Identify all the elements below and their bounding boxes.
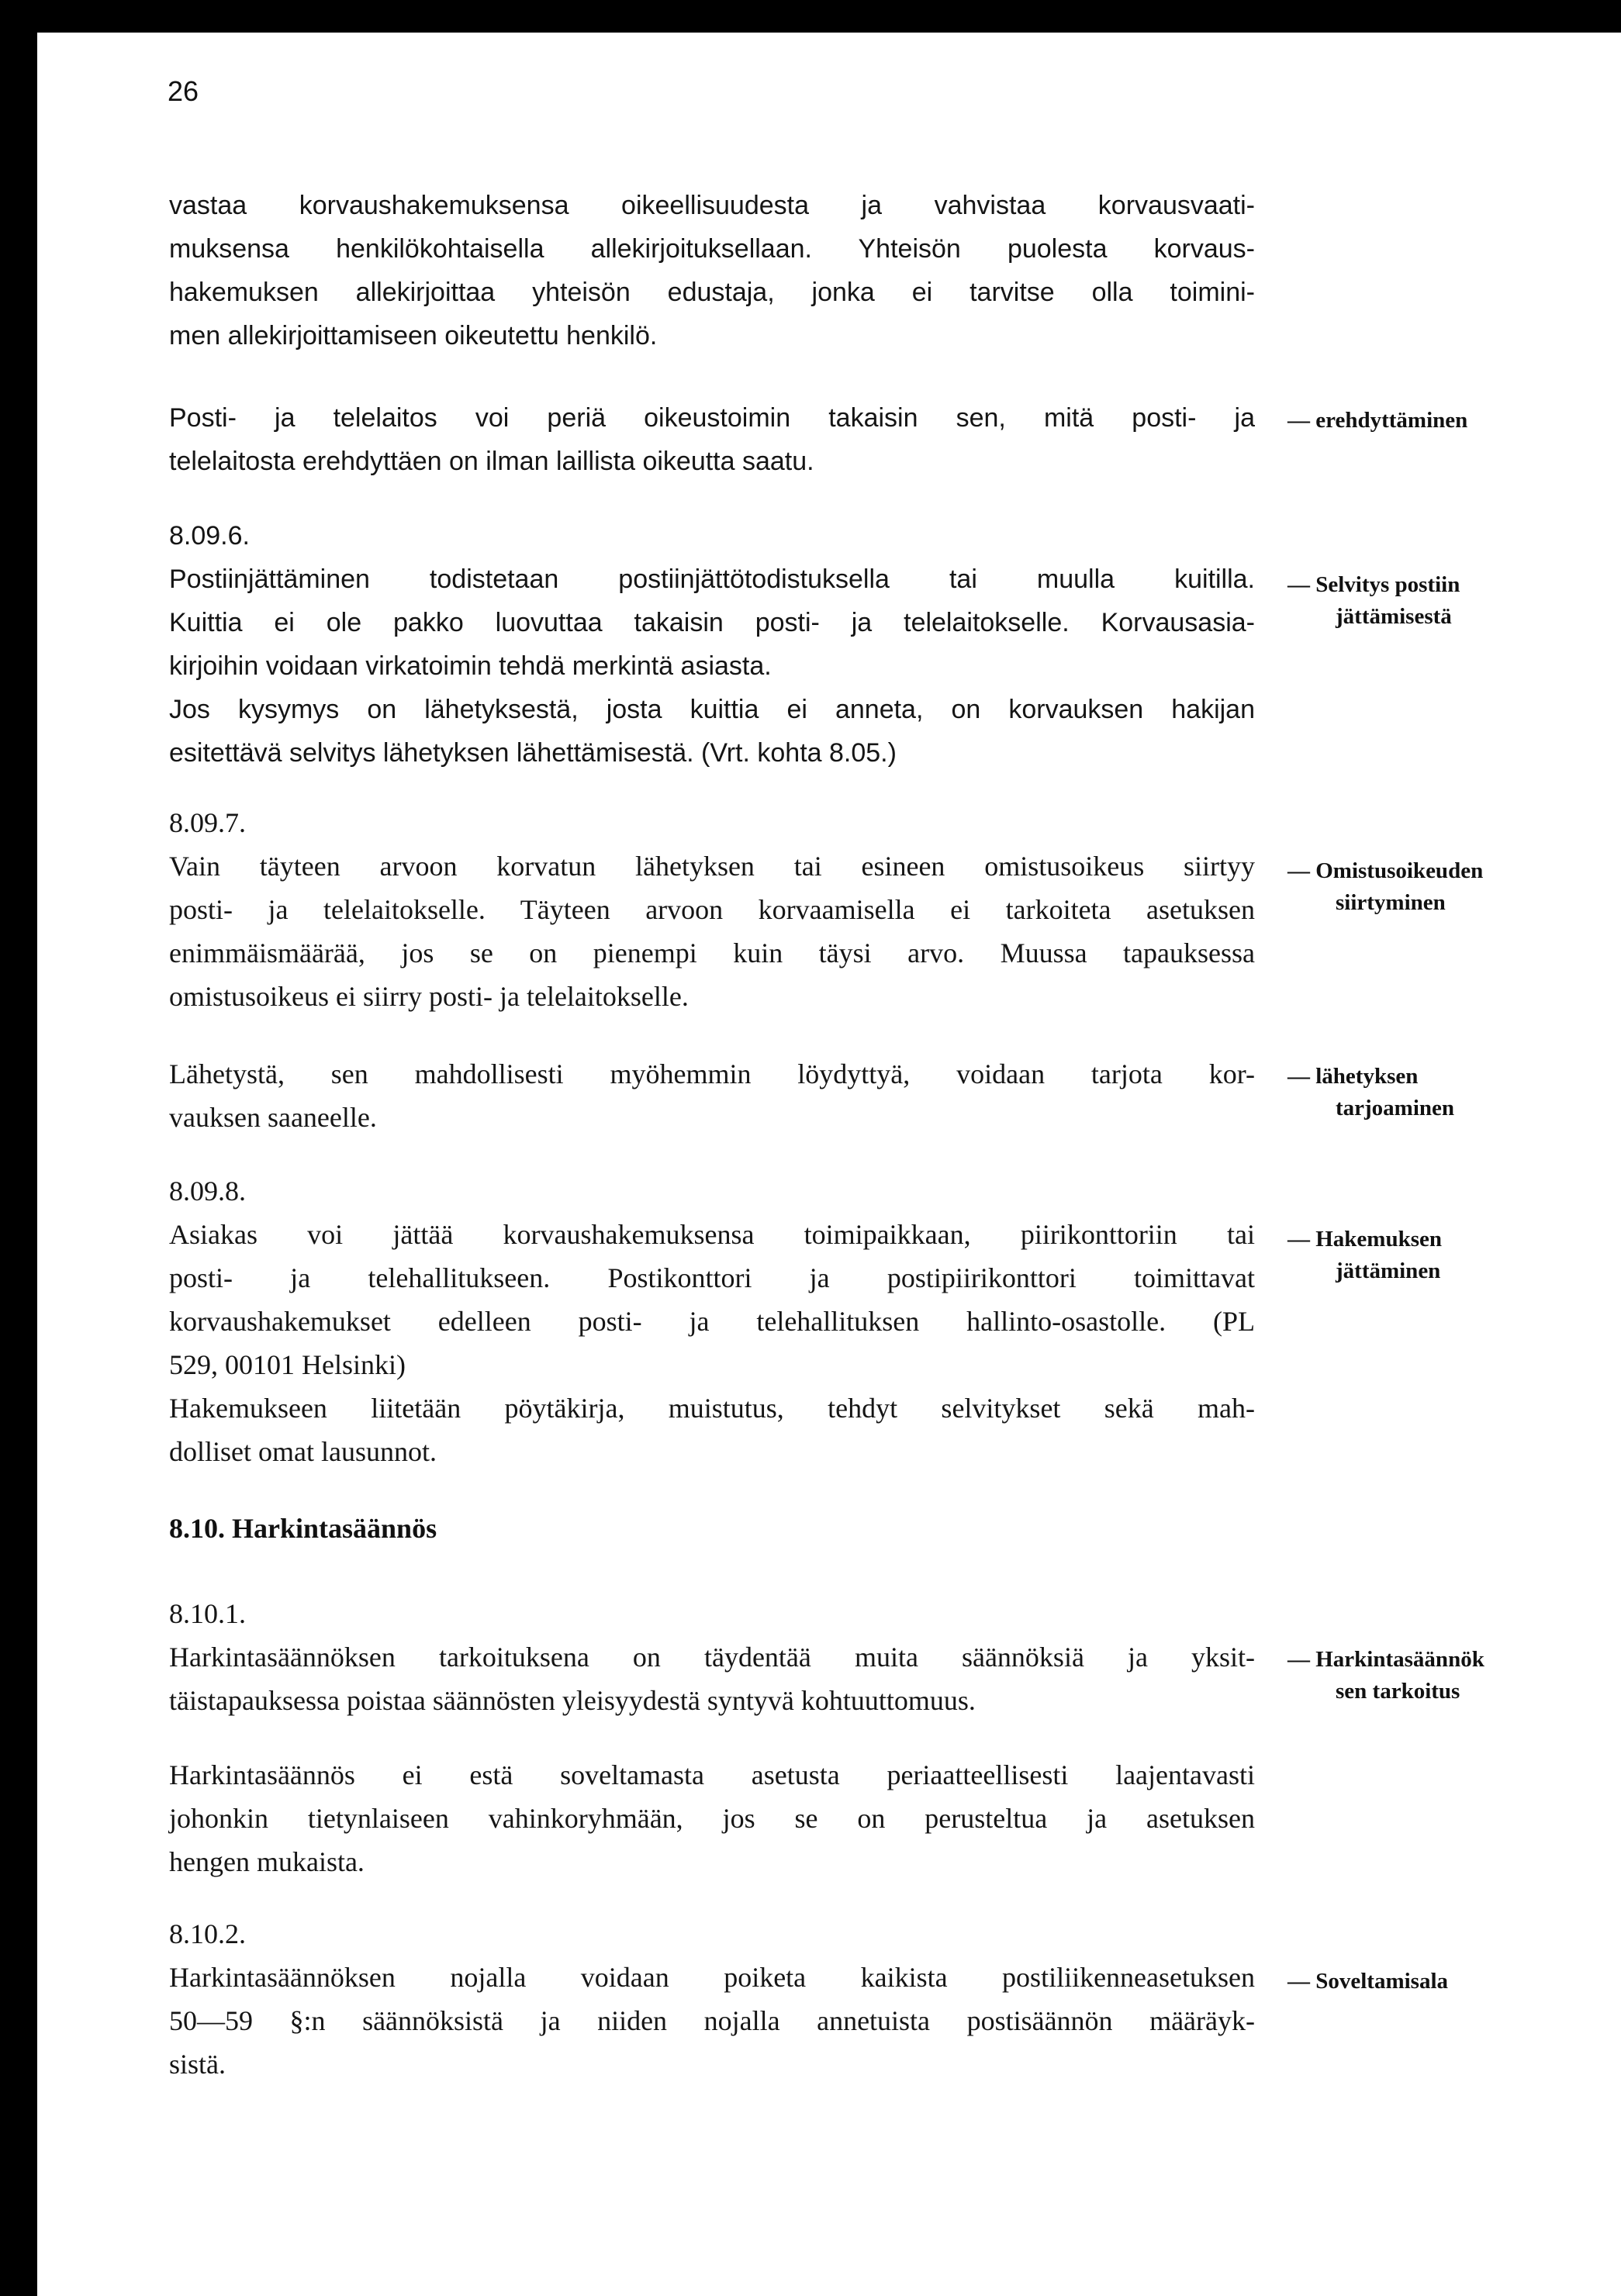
text-line: 50—59 §:n säännöksistä ja niiden nojalla annetuista postisäännön määräyk- <box>169 2005 1255 2036</box>
text-line: Asiakas voi jättää korvaushakemuksensa toimipaikkaan, piirikonttoriin tai <box>169 1219 1255 1250</box>
margin-note-soveltamisala: — Soveltamisala <box>1287 1969 1449 1994</box>
text-line: Vain täyteen arvoon korvatun lähetyksen tai esineen omistusoikeus siirtyy <box>169 851 1255 882</box>
text-line: johonkin tietynlaiseen vahinkoryhmään, jos se on perusteltua ja asetuksen <box>169 1803 1255 1834</box>
text-line: Postiinjättäminen todistetaan postiinjättötodistuksella tai muulla kuitilla. <box>169 565 1255 594</box>
text-line: Hakemukseen liitetään pöytäkirja, muistutus, tehdyt selvitykset sekä mah- <box>169 1393 1255 1424</box>
text-line: Posti- ja telelaitos voi periä oikeustoimin takaisin sen, mitä posti- ja <box>169 403 1255 433</box>
text-line: korvaushakemukset edelleen posti- ja telehallituksen hallinto-osastolle. (PL <box>169 1306 1255 1337</box>
text-line: dolliset omat lausunnot. <box>169 1436 437 1467</box>
text-line: Harkintasäännöksen nojalla voidaan poiketa kaikista postiliikenneasetuksen <box>169 1962 1255 1993</box>
text-line: vauksen saaneelle. <box>169 1102 377 1133</box>
text-line: posti- ja telelaitokselle. Täyteen arvoon korvaamisella ei tarkoiteta asetuksen <box>169 894 1255 925</box>
text-line: enimmäismäärää, jos se on pienempi kuin täysi arvo. Muussa tapauksessa <box>169 937 1255 968</box>
margin-note-tarjoaminen: — lähetyksen tarjoaminen <box>1287 1064 1455 1120</box>
margin-note-erehdyttaminen: — erehdyttäminen <box>1287 408 1468 433</box>
text-line: posti- ja telehallitukseen. Postikonttori ja postipiirikonttori toimittavat <box>169 1262 1255 1293</box>
margin-note-selvitys: — Selvitys postiin jättämisestä <box>1287 572 1460 629</box>
text-line: Lähetystä, sen mahdollisesti myöhemmin löydyttyä, voidaan tarjota kor- <box>169 1058 1255 1089</box>
text-line: sistä. <box>169 2049 226 2080</box>
text-line: Jos kysymys on lähetyksestä, josta kuittia ei anneta, on korvauksen hakijan <box>169 695 1255 724</box>
margin-note-hakemuksen-jattaminen: — Hakemuksen jättäminen <box>1287 1227 1443 1283</box>
text-line: Kuittia ei ole pakko luovuttaa takaisin posti- ja telelaitokselle. Korvausasia- <box>169 608 1255 637</box>
section-number: 8.09.8. <box>169 1176 246 1207</box>
section-heading: 8.10. Harkintasäännös <box>169 1513 437 1544</box>
margin-note-omistusoikeus: — Omistusoikeuden siirtyminen <box>1287 858 1484 915</box>
document-page <box>37 33 1621 2296</box>
section-number: 8.09.7. <box>169 807 246 838</box>
text-line: muksensa henkilökohtaisella allekirjoituksellaan. Yhteisön puolesta korvaus- <box>169 234 1255 264</box>
text-line: esitettävä selvitys lähetyksen lähettämisestä. (Vrt. kohta 8.05.) <box>169 738 897 768</box>
text-line: men allekirjoittamiseen oikeutettu henkilö. <box>169 321 658 350</box>
text-line: Harkintasäännös ei estä soveltamasta asetusta periaatteellisesti laajentavasti <box>169 1759 1255 1790</box>
text-line: vastaa korvaushakemuksensa oikeellisuudesta ja vahvistaa korvausvaati- <box>169 191 1255 220</box>
section-number: 8.10.2. <box>169 1918 246 1949</box>
section-number: 8.09.6. <box>169 521 250 551</box>
text-line: kirjoihin voidaan virkatoimin tehdä merkintä asiasta. <box>169 651 772 681</box>
text-line: Harkintasäännöksen tarkoituksena on täydentää muita säännöksiä ja yksit- <box>169 1642 1255 1673</box>
page-number: 26 <box>168 75 199 107</box>
text-line: telelaitosta erehdyttäen on ilman laillista oikeutta saatu. <box>169 447 814 476</box>
margin-note-harkinta-tarkoitus: — Harkintasäännök sen tarkoitus <box>1287 1647 1484 1704</box>
text-line: omistusoikeus ei siirry posti- ja telelaitokselle. <box>169 981 689 1012</box>
section-number: 8.10.1. <box>169 1598 246 1629</box>
text-line: hakemuksen allekirjoittaa yhteisön edustaja, jonka ei tarvitse olla toimini- <box>169 278 1255 307</box>
text-line: täistapauksessa poistaa säännösten yleisyydestä syntyvä kohtuuttomuus. <box>169 1685 976 1716</box>
text-line: hengen mukaista. <box>169 1846 365 1877</box>
text-line: 529, 00101 Helsinki) <box>169 1349 406 1380</box>
